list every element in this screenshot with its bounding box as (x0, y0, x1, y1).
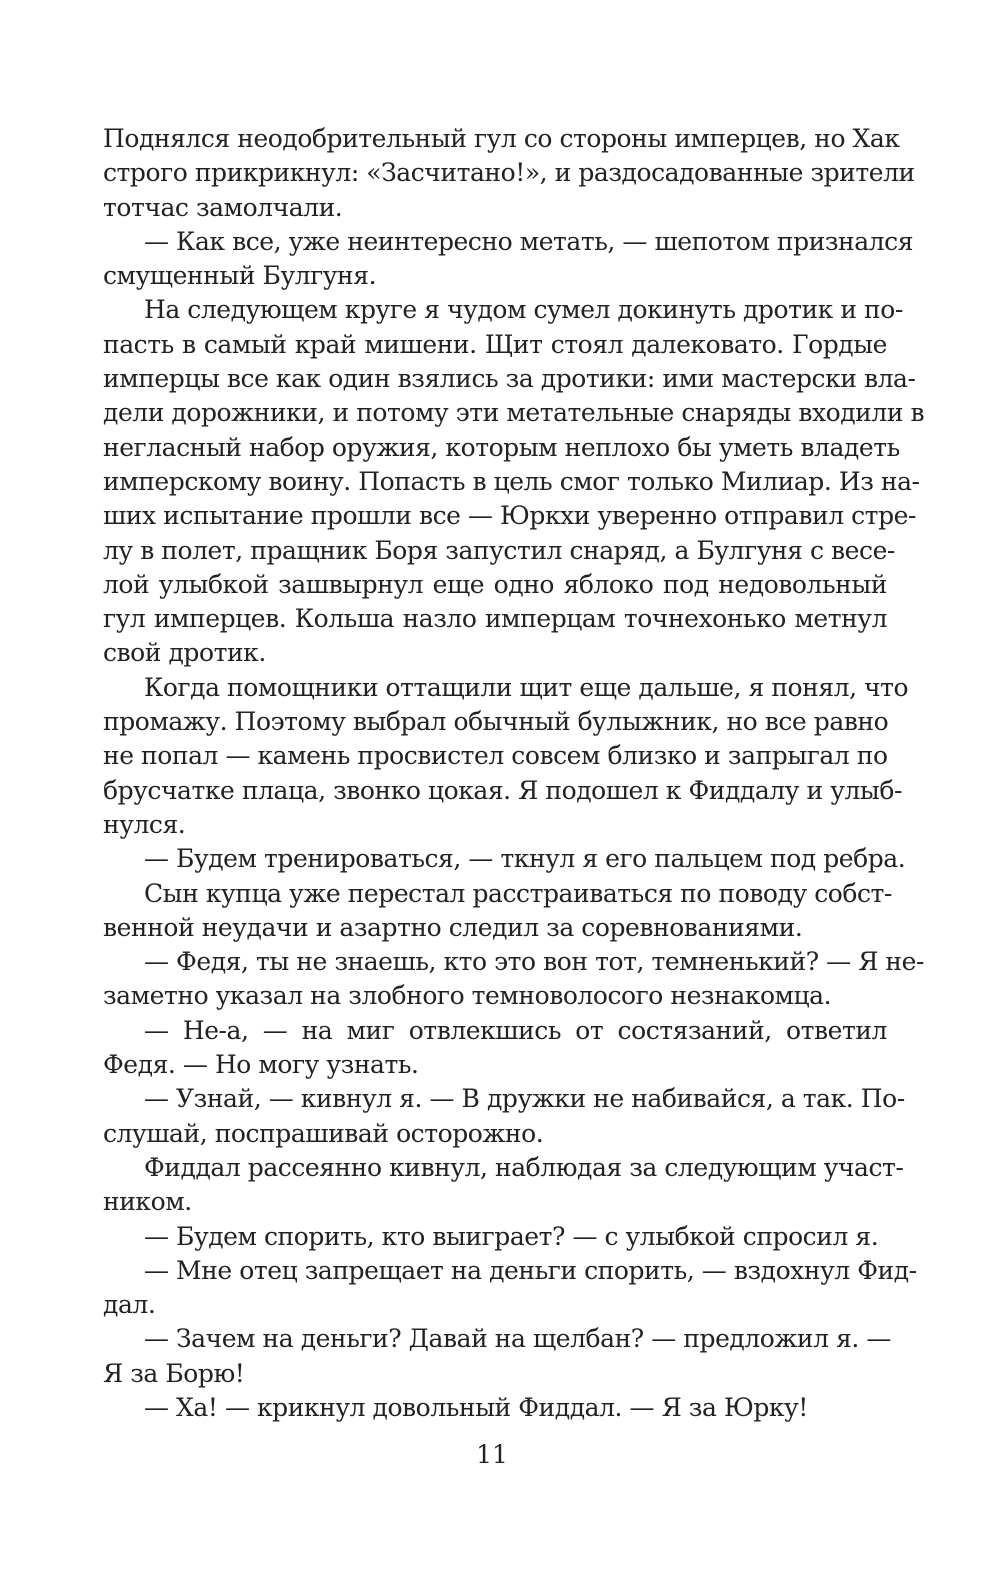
text-line: лой улыбкой зашвырнул еще одно яблоко под недовольный (103, 569, 887, 599)
text-line: На следующем круге я чудом сумел докинуть дротик и по- (144, 295, 903, 325)
text-line: свой дротик. (103, 638, 266, 668)
text-line: дал. (103, 1290, 156, 1320)
text-line: — Узнай, — кивнул я. — В дружки не набивайся, а так. По- (144, 1084, 905, 1114)
text-line: — Не-а, — на миг отвлекшись от состязаний, ответил (144, 1015, 887, 1045)
text-line: смущенный Булгуня. (103, 261, 377, 291)
text-line: Поднялся неодобрительный гул со стороны имперцев, но Хак (103, 124, 900, 153)
text-line: негласный набор оружия, которым неплохо бы уметь владеть (103, 432, 900, 462)
text-line: — Будем тренироваться, — ткнул я его пальцем под ребра. (144, 844, 906, 874)
text-line: — Федя, ты не знаешь, кто это вон тот, темненький? — Я не- (144, 947, 924, 977)
text-line: Я за Борю! (103, 1358, 245, 1388)
text-line: ником. (103, 1187, 192, 1217)
text-line: лу в полет, пращник Боря запустил снаряд, а Булгуня с весе- (103, 535, 895, 565)
text-line: Федя. — Но могу узнать. (103, 1050, 419, 1080)
text-line: Когда помощники оттащили щит еще дальше, я понял, что (144, 672, 909, 702)
text-line: ших испытание прошли все — Юркхи уверенно отправил стре- (103, 501, 916, 531)
text-line: промажу. Поэтому выбрал обычный булыжник, но все равно (103, 707, 889, 737)
text-line: слушай, поспрашивай осторожно. (103, 1118, 544, 1148)
text-line: не попал — камень просвистел совсем близко и запрыгал по (103, 741, 888, 771)
text-line: — Зачем на деньги? Давай на щелбан? — предложил я. — (144, 1324, 891, 1354)
text-line: Фиддал рассеянно кивнул, наблюдая за следующим участ- (144, 1152, 904, 1182)
body-text (103, 122, 925, 1425)
text-line: дели дорожники, и потому эти метательные снаряды входили в (103, 398, 925, 428)
text-line: Сын купца уже перестал расстраиваться по поводу собст- (144, 878, 892, 908)
text-line: нулся. (103, 809, 186, 839)
text-line: — Ха! — крикнул довольный Фиддал. — Я за Юрку! (144, 1392, 808, 1422)
text-line: строго прикрикнул: «Засчитано!», и раздосадованные зрители (103, 158, 915, 188)
text-line: гул имперцев. Кольша назло имперцам точнехонько метнул (103, 604, 887, 634)
text-line: — Как все, уже неинтересно метать, — шепотом признался (144, 226, 914, 256)
text-line: тотчас замолчали. (103, 192, 343, 222)
text-line: имперцы все как один взялись за дротики: ими мастерски вла- (103, 364, 916, 394)
page-number: 11 (476, 1440, 508, 1469)
text-line: заметно указал на злобного темноволосого незнакомца. (103, 981, 832, 1011)
text-line: — Мне отец запрещает на деньги спорить, — вздохнул Фид- (144, 1255, 917, 1285)
text-line: — Будем спорить, кто выиграет? — с улыбкой спросил я. (144, 1221, 879, 1251)
text-line: венной неудачи и азартно следил за соревнованиями. (103, 912, 803, 942)
text-line: имперскому воину. Попасть в цель смог только Милиар. Из на- (103, 466, 920, 496)
text-line: пасть в самый край мишени. Щит стоял далековато. Гордые (103, 329, 887, 359)
text-line: брусчатке плаца, звонко цокая. Я подошел к Фиддалу и улыб- (103, 775, 902, 805)
